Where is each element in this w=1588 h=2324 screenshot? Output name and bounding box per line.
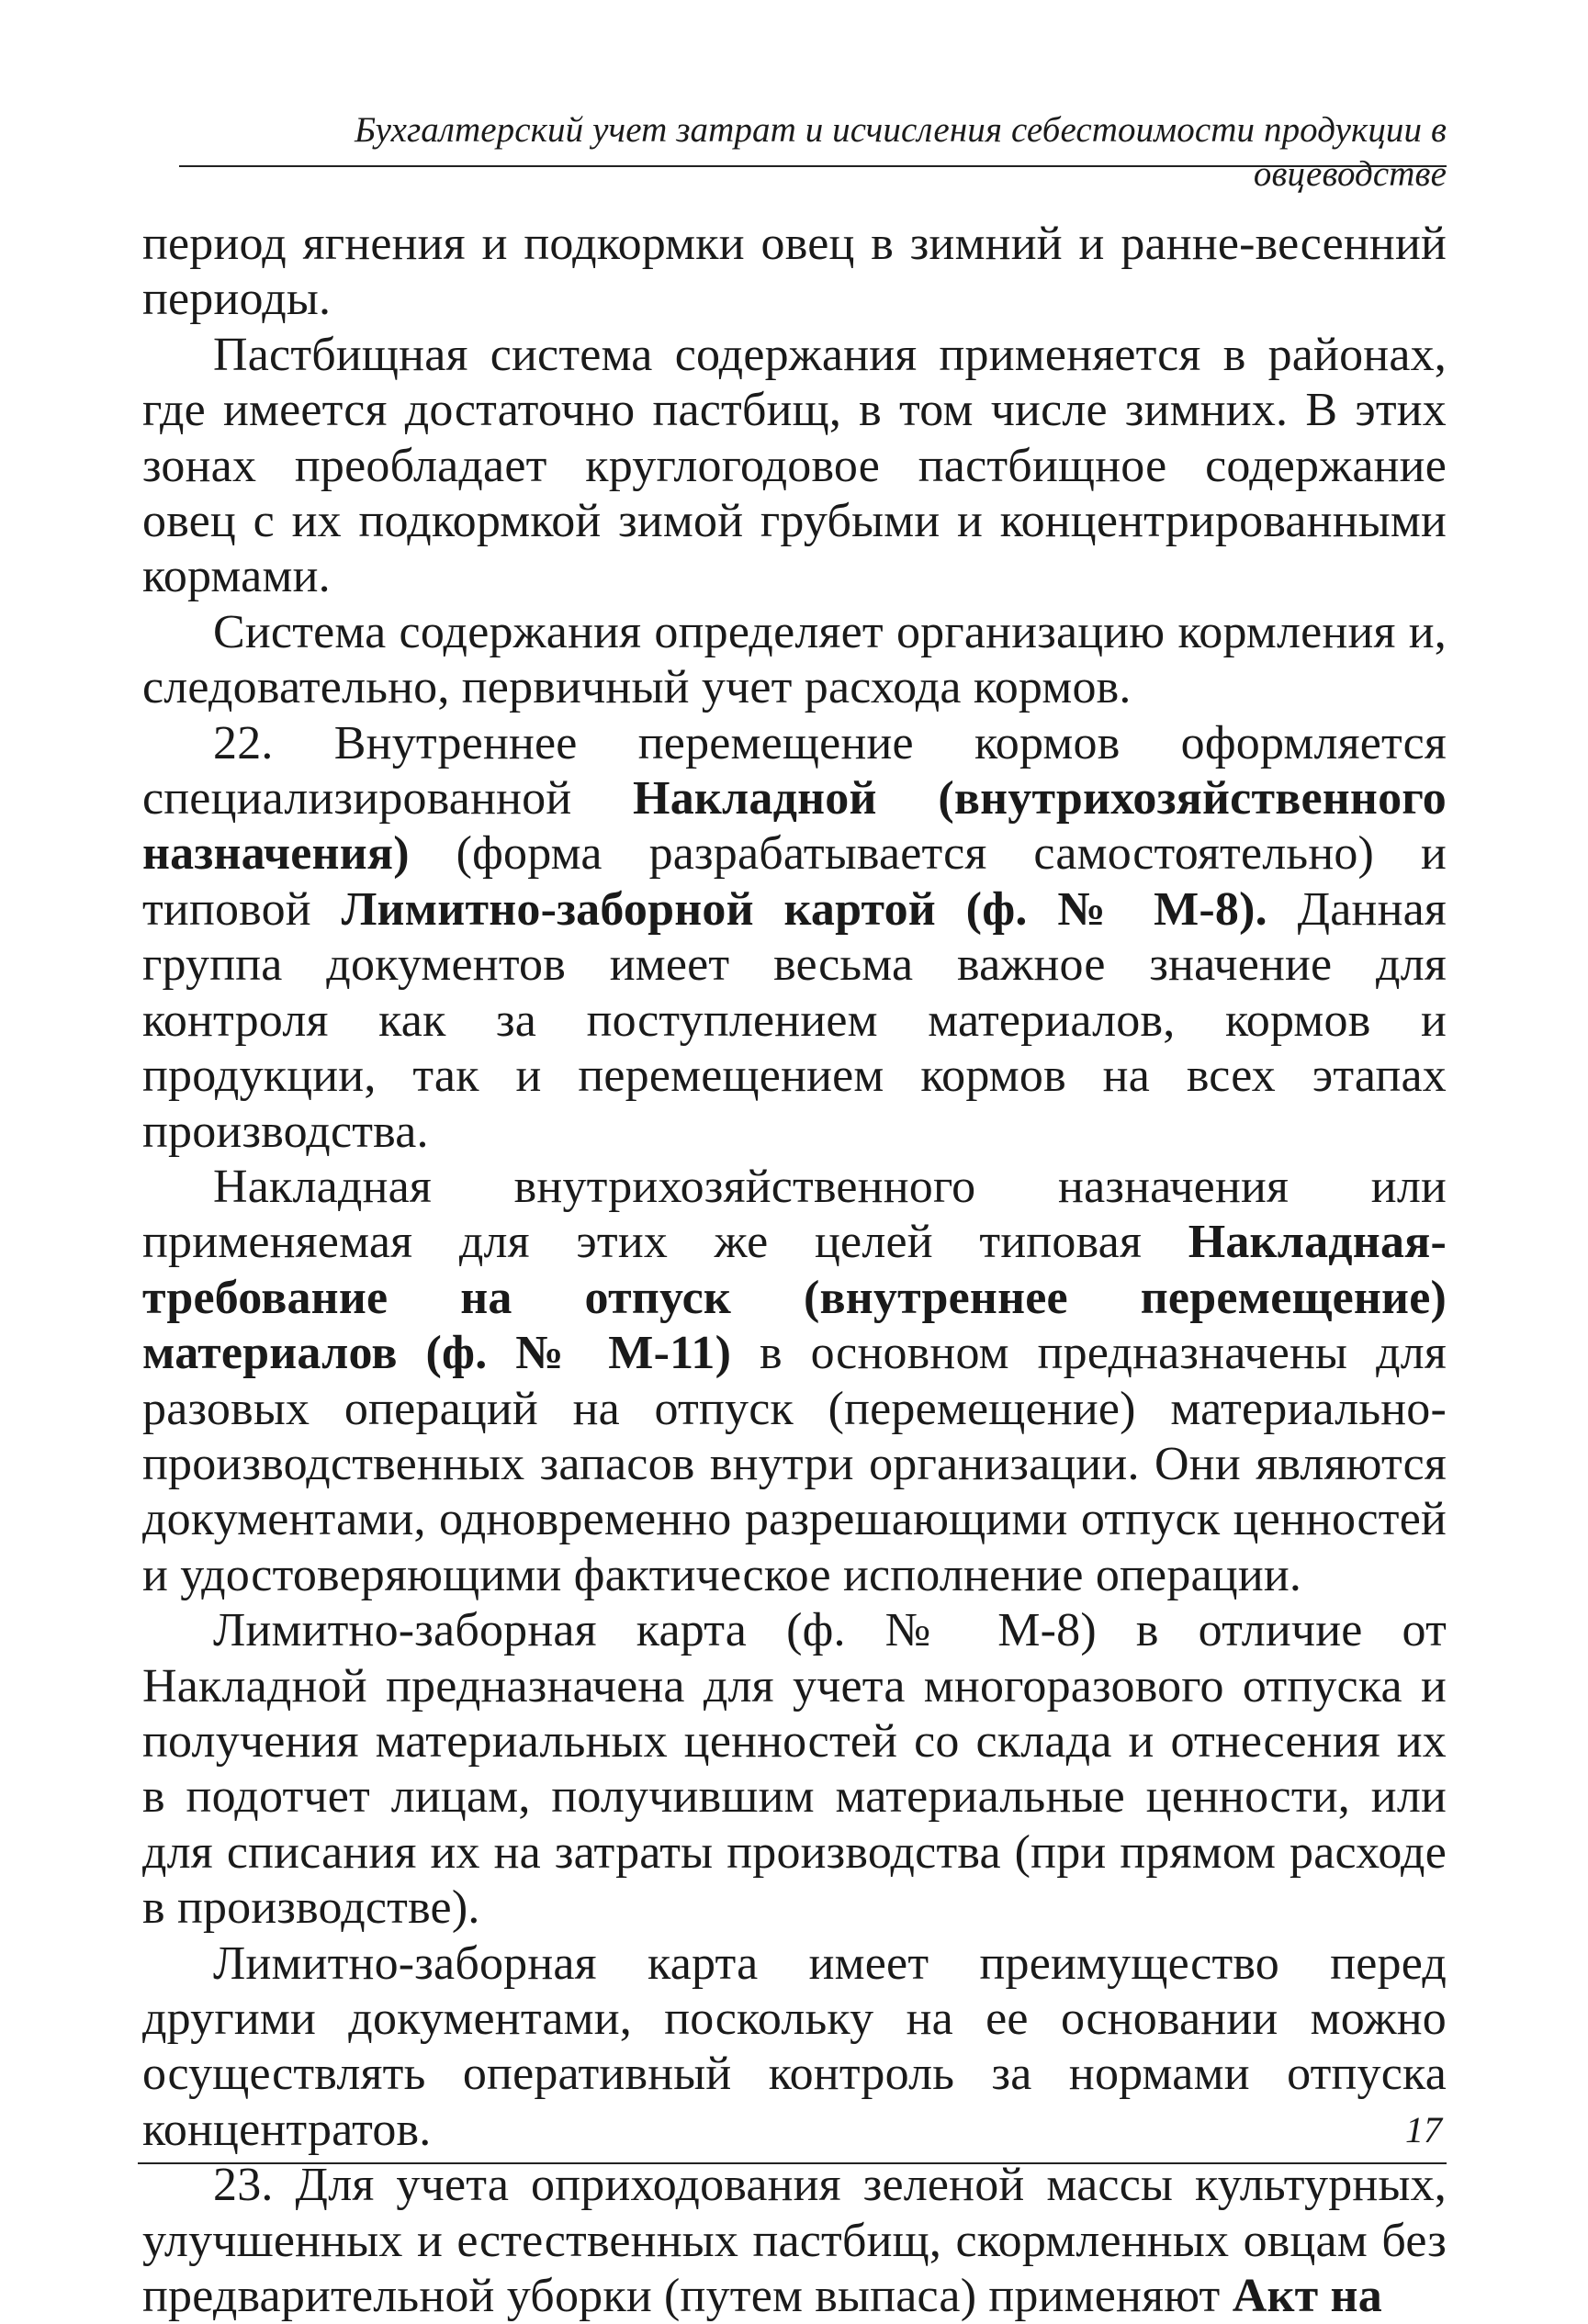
paragraph-text: Система содержания определяет организацию кормления и, следовательно, первичный учет расхода кормов. [142, 605, 1447, 714]
bold-term: Лимитно-заборной картой (ф. № М-8). [341, 882, 1267, 936]
paragraph-text: 23. Для учета оприходования зеленой массы культурных, улучшенных и естественных пастбищ, скормленных овцам без предварительной уборки (путем выпаса) применяют [142, 2159, 1447, 2323]
header-divider [179, 165, 1447, 167]
bold-term: Акт на [1232, 2270, 1382, 2323]
paragraph [142, 217, 1447, 328]
bold-term: Накладная-требование на отпуск (внутреннее перемещение) материалов (ф. № М-11) [142, 1216, 1447, 1380]
paragraph [142, 716, 1447, 1160]
paragraph [142, 1160, 1447, 1603]
paragraph-text: (форма разрабатывается самостоятельно) и типовой [142, 827, 1447, 936]
footer-divider [138, 2162, 1447, 2164]
paragraph-text: Накладная внутрихозяйственного назначения или применяемая для этих же целей типовая [142, 1160, 1447, 1269]
page-body [142, 217, 1447, 2324]
page-number: 17 [1405, 2109, 1442, 2150]
paragraph-text: Лимитно-заборная карта (ф. № М-8) в отличие от Накладной предназначена для учета многоразового отпуска и получения материальных ценностей со склада и отнесения их в подотчет лицам, получившим материальные ценности, или для списания их на затраты производства (при прямом расходе в производстве). [142, 1604, 1447, 1935]
running-header: Бухгалтерский учет затрат и исчисления себестоимости продукции в овцеводстве [355, 110, 1447, 194]
bold-term: Накладной (внутрихозяйственного назначения) [142, 772, 1447, 881]
paragraph [142, 2158, 1447, 2324]
paragraph [142, 1937, 1447, 2159]
paragraph [142, 328, 1447, 605]
paragraph [142, 605, 1447, 716]
paragraph-text: Пастбищная система содержания применяется в районах, где имеется достаточно пастбищ, в том числе зимних. В этих зонах преобладает круглогодовое пастбищное содержание овец с их подкормкой зимой грубыми и концентрированными кормами. [142, 328, 1447, 603]
paragraph-text: в основном предназначены для разовых операций на отпуск (перемещение) материально-производственных запасов внутри организации. Они являются документами, одновременно разрешающими отпуск ценностей и удостоверяющими фактическое исполнение операции. [142, 1327, 1447, 1601]
paragraph-text: Лимитно-заборная карта имеет преимущество перед другими документами, поскольку на ее основании можно осуществлять оперативный контроль за нормами отпуска концентратов. [142, 1937, 1447, 2156]
paragraph [142, 1603, 1447, 1936]
paragraph-text: Данная группа документов имеет весьма важное значение для контроля как за поступлением материалов, кормов и продукции, так и перемещением кормов на всех этапах производства. [142, 882, 1447, 1158]
paragraph-text: 22. Внутреннее перемещение кормов оформляется специализированной [142, 716, 1447, 825]
paragraph-text: период ягнения и подкормки овец в зимний и ранне-весенний периоды. [142, 218, 1447, 326]
